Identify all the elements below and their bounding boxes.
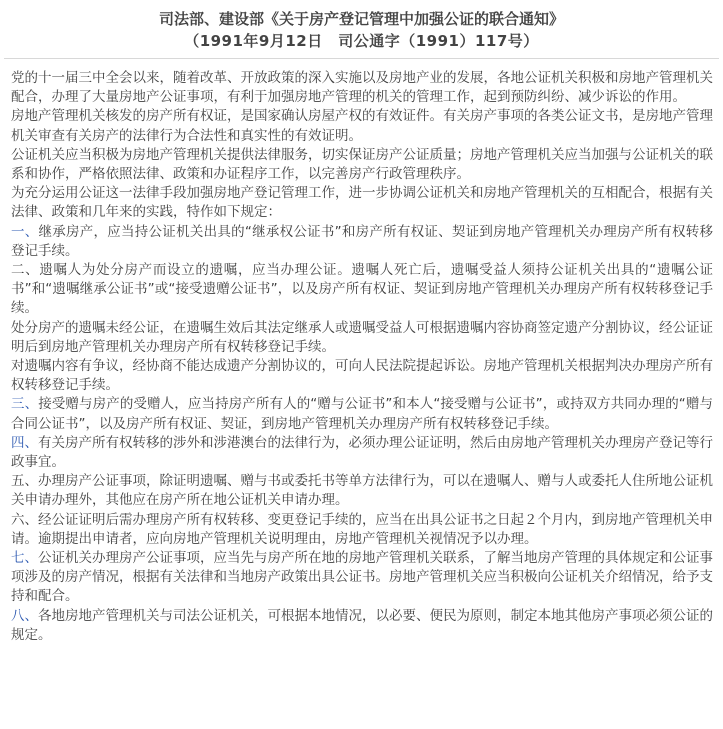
article-number: 四、 (11, 434, 38, 451)
article-number: 六、 (11, 511, 38, 528)
article-number: 二、 (11, 262, 40, 279)
article-text: 继承房产，应当持公证机关出具的“继承权公证书”和房产所有权证、契证到房地产管理机关办理房产所有权转移登记手续。 (11, 223, 713, 259)
document-body (11, 69, 713, 645)
paragraph-text: 对遗嘱内容有争议，经协商不能达成遗产分割协议的，可向人民法院提起诉讼。房地产管理机关根据判决办理房产所有权转移登记手续。 (11, 358, 713, 394)
document-subtitle: （1991年9月12日 司公通字（1991）117号） (184, 32, 539, 50)
article-3 (11, 395, 713, 433)
paragraph-preamble-2 (11, 107, 713, 145)
article-8 (11, 607, 713, 645)
paragraph-text: 房地产管理机关核发的房产所有权证，是国家确认房屋产权的有效证件。有关房产事项的各类公证文书，是房地产管理机关审查有关房产的法律行为合法性和真实性的有效证明。 (11, 108, 713, 144)
article-1 (11, 223, 713, 261)
article-text: 遗嘱人为处分房产而设立的遗嘱，应当办理公证。遗嘱人死亡后，遗嘱受益人须持公证机关出具的“遗嘱公证书”和“遗嘱继承公证书”或“接受遗赠公证书”，以及房产所有权证、契证到房地产管理机关办理房产所有权转移登记手续。 (11, 262, 714, 317)
paragraph-text: 处分房产的遗嘱未经公证，在遗嘱生效后其法定继承人或遗嘱受益人可根据遗嘱内容协商签定遗产分割协议，经公证证明后到房地产管理机关办理房产所有权转移登记手续。 (11, 319, 713, 355)
article-2-note-2 (11, 357, 713, 395)
article-text: 有关房产所有权转移的涉外和涉港澳台的法律行为，必须办理公证证明，然后由房地产管理机关办理房产登记等行政事宜。 (11, 434, 713, 471)
paragraph-text: 为充分运用公证这一法律手段加强房地产登记管理工作，进一步协调公证机关和房地产管理机关的互相配合，根据有关法律、政策和几年来的实践，特作如下规定： (11, 185, 713, 221)
article-2-note-1 (11, 319, 713, 357)
article-5 (11, 472, 713, 510)
article-7 (11, 549, 713, 607)
document-title: 司法部、建设部《关于房产登记管理中加强公证的联合通知》 (158, 10, 564, 28)
article-number: 三、 (11, 396, 39, 413)
paragraph-preamble-4 (11, 184, 713, 222)
article-2 (11, 261, 713, 319)
article-number: 七、 (11, 550, 38, 567)
paragraph-preamble-1 (11, 69, 713, 107)
article-text: 接受赠与房产的受赠人，应当持房产所有人的“赠与公证书”和本人“接受赠与公证书”，或持双方共同办理的“赠与合同公证书”，以及房产所有权证、契证，到房地产管理机关办理房产所有权转移登记手续。 (11, 396, 714, 432)
article-text: 各地房地产管理机关与司法公证机关，可根据本地情况，以必要、便民为原则，制定本地其他房产事项必须公证的规定。 (11, 607, 713, 643)
article-number: 八、 (11, 607, 38, 624)
paragraph-preamble-3 (11, 146, 713, 184)
header-divider (4, 58, 719, 59)
article-text: 办理房产公证事项，除证明遗嘱、赠与书或委托书等单方法律行为，可以在遗嘱人、赠与人或委托人住所地公证机关申请办理外，其他应在房产所在地公证机关申请办理。 (11, 473, 713, 509)
article-number: 一、 (11, 223, 39, 240)
article-4 (11, 434, 713, 472)
article-text: 经公证证明后需办理房产所有权转移、变更登记手续的，应当在出具公证书之日起２个月内，到房地产管理机关申请。逾期提出申请者，应向房地产管理机关说明理由，房地产管理机关视情况予以办理。 (11, 511, 713, 547)
article-number: 五、 (11, 473, 38, 490)
article-text: 公证机关办理房产公证事项，应当先与房产所在地的房地产管理机关联系，了解当地房产管理的具体规定和公证事项涉及的房产情况，根据有关法律和当地房产政策出具公证书。房地产管理机关应当积极向公证机关介绍情况，给予支持和配合。 (11, 550, 713, 605)
paragraph-text: 公证机关应当积极为房地产管理机关提供法律服务，切实保证房产公证质量；房地产管理机关应当加强与公证机关的联系和协作，严格依照法律、政策和办证程序工作，以完善房产行政管理秩序。 (11, 146, 713, 183)
document-header (0, 8, 723, 52)
article-6 (11, 511, 713, 549)
paragraph-text: 党的十一届三中全会以来，随着改革、开放政策的深入实施以及房地产业的发展，各地公证机关积极和房地产管理机关配合，办理了大量房地产公证事项，有利于加强房地产管理的机关的管理工作，起到预防纠纷、减少诉讼的作用。 (11, 70, 713, 106)
